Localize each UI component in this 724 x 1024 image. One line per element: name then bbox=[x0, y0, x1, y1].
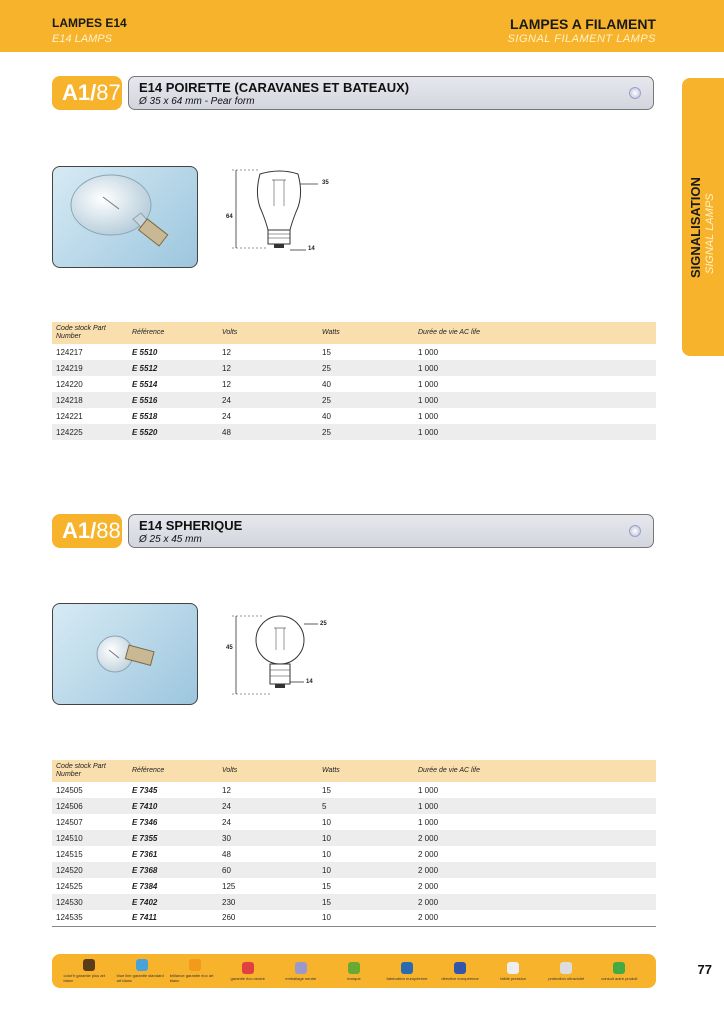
cell-ref: E 5518 bbox=[132, 411, 158, 421]
table-row bbox=[52, 846, 656, 862]
cell-life: 1 000 bbox=[418, 411, 439, 421]
cell-life: 1 000 bbox=[418, 785, 439, 795]
table-row bbox=[52, 830, 656, 846]
cell-watts: 15 bbox=[322, 785, 331, 795]
cell-ref: E 5514 bbox=[132, 379, 158, 389]
legend-label: consult autre produit bbox=[601, 975, 638, 981]
col-life: Durée de vie AC life bbox=[414, 760, 656, 782]
cell-watts: 10 bbox=[322, 849, 331, 859]
cell-life: 2 000 bbox=[414, 830, 656, 846]
legend-item bbox=[541, 962, 591, 981]
col-volts: Volts bbox=[218, 760, 318, 782]
dim-height: 64 bbox=[226, 214, 233, 220]
table-header-row bbox=[52, 322, 656, 344]
table-row bbox=[52, 798, 656, 814]
legend-item bbox=[170, 959, 220, 983]
legend-item bbox=[223, 962, 273, 981]
cell-volts: 24 bbox=[218, 392, 318, 408]
legend-item bbox=[276, 962, 326, 981]
pear-bulb-drawing bbox=[222, 166, 332, 262]
legend-item bbox=[382, 962, 432, 981]
cell-code: 124525 bbox=[56, 881, 83, 891]
european-manufacture-icon bbox=[401, 962, 413, 974]
section-subtitle: Ø 35 x 64 mm - Pear form bbox=[139, 96, 255, 107]
brilliance-icon bbox=[189, 959, 201, 971]
section-dot-icon bbox=[629, 525, 641, 537]
side-tab-subtitle: SIGNAL LAMPS bbox=[704, 193, 716, 274]
cell-watts: 40 bbox=[322, 379, 331, 389]
blue-line-icon bbox=[136, 959, 148, 971]
cell-ref: E 5510 bbox=[132, 347, 158, 357]
col-watts: Watts bbox=[318, 760, 414, 782]
dim-base: 14 bbox=[308, 246, 315, 252]
side-tab-title: SIGNALISATION bbox=[688, 177, 703, 278]
cell-code: 124218 bbox=[52, 392, 128, 408]
cell-life: 2 000 bbox=[414, 894, 656, 910]
legend-label: garantie éco neutre bbox=[230, 975, 265, 981]
table-row bbox=[52, 782, 656, 798]
cell-life: 1 000 bbox=[414, 424, 656, 440]
cell-code: 124221 bbox=[56, 411, 83, 421]
side-tab[interactable] bbox=[682, 78, 724, 356]
cell-volts: 24 bbox=[222, 817, 231, 827]
legend-label: marque bbox=[347, 975, 361, 981]
cell-code: 124530 bbox=[52, 894, 128, 910]
legend-item bbox=[329, 962, 379, 981]
legend-item bbox=[488, 962, 538, 981]
badge-code: 87 bbox=[96, 80, 121, 105]
header-left-title: LAMPES E14 bbox=[52, 16, 127, 30]
section-dot-icon bbox=[629, 87, 641, 99]
pear-bulb-icon bbox=[53, 167, 198, 268]
cell-code: 124507 bbox=[56, 817, 83, 827]
section-header bbox=[128, 514, 654, 548]
guarantee-icon bbox=[242, 962, 254, 974]
legend-label: color'ir garantie plus art blanc bbox=[63, 973, 105, 983]
legend-item bbox=[117, 959, 167, 983]
cell-watts: 15 bbox=[318, 894, 414, 910]
cell-ref: E 7410 bbox=[128, 798, 218, 814]
table-row bbox=[52, 424, 656, 440]
cell-watts: 10 bbox=[322, 913, 331, 923]
cell-volts: 125 bbox=[222, 881, 236, 891]
cell-ref: E 7411 bbox=[132, 913, 157, 923]
cell-ref: E 5520 bbox=[128, 424, 218, 440]
dim-width: 25 bbox=[320, 621, 327, 627]
badge-prefix: A1/ bbox=[62, 80, 97, 105]
section-badge bbox=[52, 76, 122, 110]
cell-watts: 10 bbox=[322, 817, 331, 827]
col-reference: Référence bbox=[128, 760, 218, 782]
table-header-row bbox=[52, 760, 656, 782]
cell-watts: 5 bbox=[318, 798, 414, 814]
cell-watts: 15 bbox=[322, 881, 331, 891]
cell-life: 1 000 bbox=[418, 379, 439, 389]
legend-label: directive européenne bbox=[441, 975, 479, 981]
cell-watts: 40 bbox=[322, 411, 331, 421]
cell-code: 124510 bbox=[52, 830, 128, 846]
legend-label: brillance garantie éco art blanc bbox=[169, 973, 214, 983]
page-number: 77 bbox=[697, 962, 712, 977]
cell-code: 124520 bbox=[52, 862, 128, 878]
cell-life: 2 000 bbox=[418, 849, 439, 859]
cell-volts: 260 bbox=[222, 913, 236, 923]
cell-watts: 25 bbox=[318, 392, 414, 408]
header-right-title: LAMPES A FILAMENT bbox=[510, 16, 656, 32]
table-row bbox=[52, 376, 656, 392]
cell-code: 124220 bbox=[56, 379, 83, 389]
cell-code: 124219 bbox=[52, 360, 128, 376]
col-watts: Watts bbox=[318, 322, 414, 344]
cell-volts: 12 bbox=[222, 785, 231, 795]
section-title: E14 POIRETTE (CARAVANES ET BATEAUX) bbox=[139, 80, 410, 95]
legend-item bbox=[594, 962, 644, 981]
dim-base: 14 bbox=[306, 679, 313, 685]
cell-ref: E 7361 bbox=[132, 849, 158, 859]
section-badge bbox=[52, 514, 122, 548]
cell-volts: 12 bbox=[218, 360, 318, 376]
badge-code: 88 bbox=[96, 518, 121, 543]
spec-table bbox=[52, 760, 656, 927]
legend-item bbox=[64, 959, 114, 983]
cell-volts: 60 bbox=[218, 862, 318, 878]
header-left-subtitle: E14 LAMPS bbox=[52, 33, 112, 45]
legend-label: faible pression bbox=[500, 975, 527, 981]
col-life: Durée de vie AC life bbox=[414, 322, 656, 344]
table-row bbox=[52, 910, 656, 926]
table-row bbox=[52, 392, 656, 408]
cell-ref: E 7355 bbox=[128, 830, 218, 846]
table-row bbox=[52, 408, 656, 424]
cell-volts: 48 bbox=[218, 424, 318, 440]
product-photo bbox=[52, 603, 198, 705]
section-header bbox=[128, 76, 654, 110]
table-row bbox=[52, 894, 656, 910]
col-code: Code stock Part Number bbox=[52, 322, 128, 344]
cell-life: 1 000 bbox=[414, 360, 656, 376]
cell-watts: 15 bbox=[322, 347, 331, 357]
cell-life: 1 000 bbox=[414, 798, 656, 814]
section-subtitle: Ø 25 x 45 mm bbox=[139, 534, 202, 545]
cell-ref: E 5516 bbox=[128, 392, 218, 408]
cell-volts: 230 bbox=[218, 894, 318, 910]
cell-code: 124506 bbox=[52, 798, 128, 814]
cell-code: 124535 bbox=[56, 913, 83, 923]
page-header bbox=[0, 0, 724, 52]
badge-prefix: A1/ bbox=[62, 518, 97, 543]
brand-icon bbox=[348, 962, 360, 974]
cell-volts: 24 bbox=[218, 798, 318, 814]
cell-life: 2 000 bbox=[414, 862, 656, 878]
cell-life: 1 000 bbox=[418, 817, 439, 827]
cell-code: 124515 bbox=[56, 849, 83, 859]
legend-bar bbox=[52, 954, 656, 988]
cell-ref: E 7384 bbox=[132, 881, 158, 891]
legend-label: blue line garantie standard art blanc bbox=[116, 973, 164, 983]
low-pressure-icon bbox=[507, 962, 519, 974]
uv-protection-icon bbox=[560, 962, 572, 974]
cell-code: 124225 bbox=[52, 424, 128, 440]
col-code: Code stock Part Number bbox=[52, 760, 128, 782]
cell-ref: E 5512 bbox=[128, 360, 218, 376]
section-title: E14 SPHERIQUE bbox=[139, 518, 243, 533]
legend-label: emballage neutre bbox=[285, 975, 317, 981]
european-directive-icon bbox=[454, 962, 466, 974]
col-reference: Référence bbox=[128, 322, 218, 344]
cell-life: 2 000 bbox=[418, 881, 439, 891]
cell-code: 124505 bbox=[56, 785, 83, 795]
table-row bbox=[52, 862, 656, 878]
dim-height: 45 bbox=[226, 645, 233, 651]
cell-ref: E 7345 bbox=[132, 785, 158, 795]
cell-life: 2 000 bbox=[418, 913, 439, 923]
table-row bbox=[52, 360, 656, 376]
spec-table bbox=[52, 322, 656, 440]
cell-watts: 25 bbox=[318, 424, 414, 440]
col-volts: Volts bbox=[218, 322, 318, 344]
spherical-bulb-icon bbox=[53, 604, 198, 705]
cell-watts: 10 bbox=[318, 830, 414, 846]
color-guarantee-icon bbox=[83, 959, 95, 971]
packaging-icon bbox=[295, 962, 307, 974]
legend-label: protection ultraviolet bbox=[548, 975, 585, 981]
legend-label: fabrication européenne bbox=[386, 975, 428, 981]
dim-width: 35 bbox=[322, 180, 329, 186]
cell-life: 1 000 bbox=[418, 347, 439, 357]
spherical-bulb-drawing bbox=[222, 610, 332, 706]
cell-volts: 48 bbox=[222, 849, 231, 859]
cell-ref: E 7346 bbox=[132, 817, 158, 827]
cell-watts: 10 bbox=[318, 862, 414, 878]
header-right-subtitle: SIGNAL FILAMENT LAMPS bbox=[507, 33, 656, 45]
other-product-icon bbox=[613, 962, 625, 974]
cell-ref: E 7402 bbox=[128, 894, 218, 910]
cell-life: 1 000 bbox=[414, 392, 656, 408]
cell-volts: 30 bbox=[218, 830, 318, 846]
cell-volts: 24 bbox=[222, 411, 231, 421]
table-row bbox=[52, 814, 656, 830]
cell-ref: E 7368 bbox=[128, 862, 218, 878]
legend-item bbox=[435, 962, 485, 981]
cell-watts: 25 bbox=[318, 360, 414, 376]
cell-volts: 12 bbox=[222, 347, 231, 357]
product-photo bbox=[52, 166, 198, 268]
cell-volts: 12 bbox=[222, 379, 231, 389]
table-row bbox=[52, 878, 656, 894]
table-row bbox=[52, 344, 656, 360]
cell-code: 124217 bbox=[56, 347, 83, 357]
